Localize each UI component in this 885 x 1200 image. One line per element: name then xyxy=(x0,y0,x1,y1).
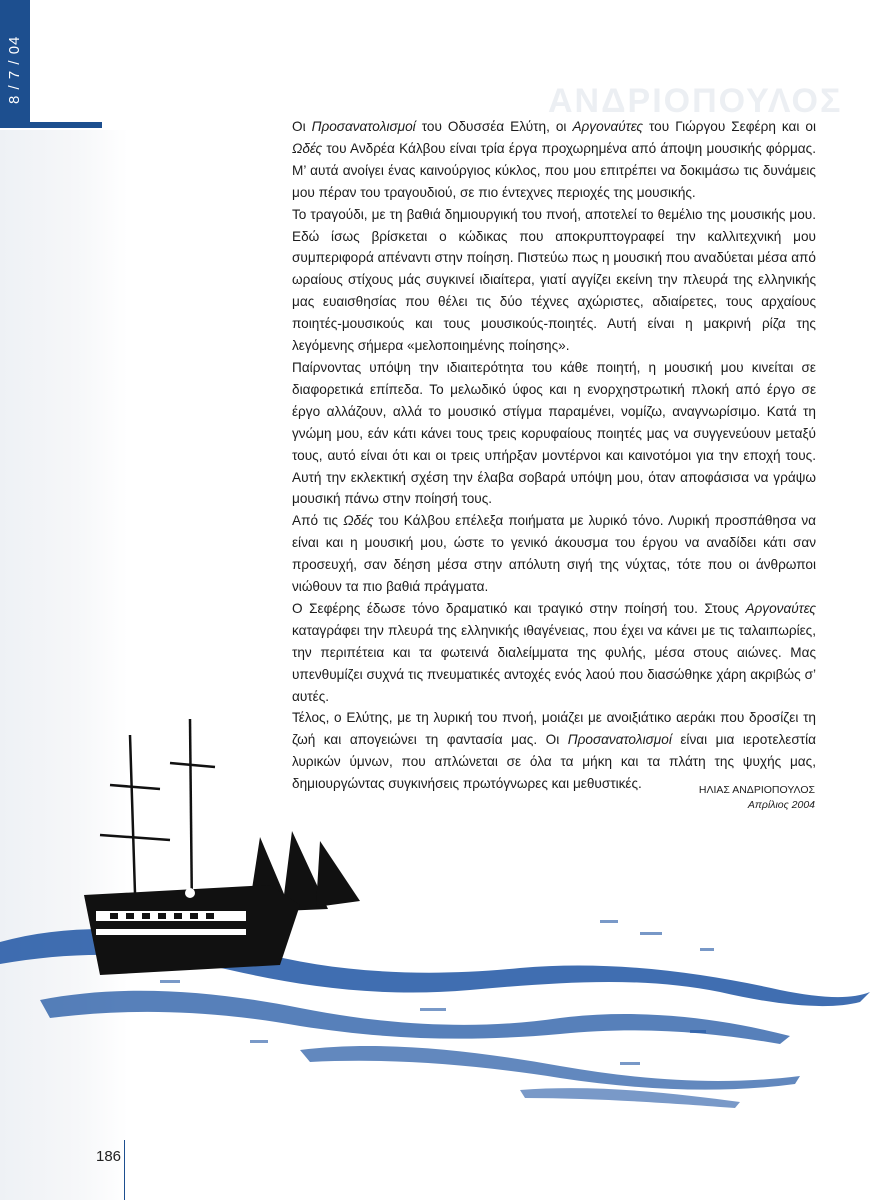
show-through-heading: ΑΝΔΡΙΟΠΟΥΛΟΣ xyxy=(548,82,843,120)
italic-title: Προσανατολισμοί xyxy=(567,732,672,748)
text-run: είναι μια ιεροτελεστία λυρικών ύμνων, που απλώνεται σε όλα τα μήκη και τα πλάτη της ψυχής μας, δημιουργώντας συγκινήσεις πρωτόγνωρες και μεθυστικές. xyxy=(292,732,816,792)
text-run: Ο Σεφέρης έδωσε τόνο δραματικό και τραγικό στην ποίησή του. Στους xyxy=(292,600,746,616)
sailing-ship-illustration xyxy=(60,715,380,1005)
italic-title: Προσανατολισμοί xyxy=(311,119,416,134)
accent-rule xyxy=(30,122,102,128)
italic-title: Αργοναύτες xyxy=(572,119,643,134)
author-name: ΗΛΙΑΣ ΑΝΔΡΙΟΠΟΥΛΟΣ xyxy=(698,784,815,796)
signature xyxy=(699,783,815,813)
italic-title: Ωδές xyxy=(292,140,323,156)
signature-date: Απρίλιος 2004 xyxy=(747,799,815,811)
text-run: Οι xyxy=(292,119,312,134)
text-run: Παίρνοντας υπόψη την ιδιαιτερότητα του κάθε ποιητή, η μουσική μου κινείται σε διαφορετικά επίπεδα. Το μελωδικό ύφος και η ενορχηστρωτική πλοκή από έργο σε έργο αλλάζουν, αλλά το μουσικό στίγμα παραμένει, νομίζω, αναγνωρίσιμο. Κατά τη γνώμη μου, εάν κάτι κάνει τους τρεις κορυφαίους ποιητές μας να συγγενεύουν μεταξύ τους, αυτό είναι ότι και οι τρεις υπήρξαν μοντέρνοι και καινοτόμοι για την εποχή τους. Αυτή την εκλεκτική σχέση την έλαβα σοβαρά υπόψη μου, όταν αποφάσισα να γράψω μουσική πάνω στην ποίησή τους. xyxy=(292,359,816,507)
article-paragraph xyxy=(292,357,816,510)
text-run: καταγράφει την πλευρά της ελληνικής ιθαγένειας, που έχει να κάνει με τις ταλαιπωρίες, την περιπέτεια και τα φωτεινά διαλείμματα της φυλής, μέσα στους αιώνες. Μας υπενθυμίζει συχνά τις πνευματικές αντοχές ενός λαού που διασώθηκε χάρη ακριβώς σ’ αυτές. xyxy=(292,622,816,704)
italic-title: Αργοναύτες xyxy=(745,600,816,616)
italic-title: Ωδές xyxy=(343,513,374,529)
text-run: του Γιώργου Σεφέρη και οι xyxy=(643,119,816,134)
text-run: Από τις xyxy=(292,513,344,529)
page-number: 186 xyxy=(96,1148,122,1165)
article-body xyxy=(292,116,816,795)
text-run: του Οδυσσέα Ελύτη, οι xyxy=(415,119,573,134)
date-label: 8 / 7 / 04 xyxy=(6,35,23,104)
text-run: Τέλος, ο Ελύτης, με τη λυρική του πνοή, μοιάζει με ανοιξιάτικο αεράκι που δροσίζει τη ζωή και απογειώνει τη φαντασία μας. Οι xyxy=(292,710,816,748)
article-paragraph xyxy=(292,116,816,204)
article-paragraph xyxy=(292,598,816,708)
text-run: του Ανδρέα Κάλβου είναι τρία έργα προχωρημένα από άποψη μουσικής φόρμας. Μ’ αυτά ανοίγει ένας καινούργιος κύκλος, που μου επιτρέπει να δοκιμάσω τις δυνάμεις μου πέραν του τραγουδιού, σε πιο έντεχνες περιοχές της μουσικής. xyxy=(292,140,816,200)
text-run: Το τραγούδι, με τη βαθιά δημιουργική του πνοή, αποτελεί το θεμέλιο της μουσικής μου. Εδώ ίσως βρίσκεται ο κώδικας που αποκρυπτογραφεί την καλλιτεχνική μου συμπεριφορά απέναντι στην ποίηση. Πιστεύω πως η μουσική που αναδύεται μέσα από ωραίους στίχους μάς συγκινεί ιδιαίτερα, γιατί αγγίζει εκείνη την πλευρά της ελληνικής μας ευαισθησίας που θέλει τις δύο τέχνες αχώριστες, αδιαίρετες, τους αρχαίους ποιητές-μουσικούς και τους μουσικούς-ποιητές. Αυτή είναι η μακρινή ρίζα της λεγόμενης σήμερα «μελοποιημένης ποίησης». xyxy=(292,206,816,354)
date-tab xyxy=(0,0,30,128)
article-paragraph xyxy=(292,204,816,357)
text-run: του Κάλβου επέλεξα ποιήματα με λυρικό τόνο. Λυρική προσπάθησα να είναι και η μουσική μου, ώστε το γενικό άκουσμα του έργου να αναδίδει κάτι σαν προσευχή, σαν δέηση μέσα στην απόλυτη σιγή της νύχτας, τότε που οι άνθρωποι νιώθουν τα πιο βαθιά πράγματα. xyxy=(292,513,816,595)
footer-rule xyxy=(124,1140,125,1200)
article-paragraph xyxy=(292,510,816,598)
